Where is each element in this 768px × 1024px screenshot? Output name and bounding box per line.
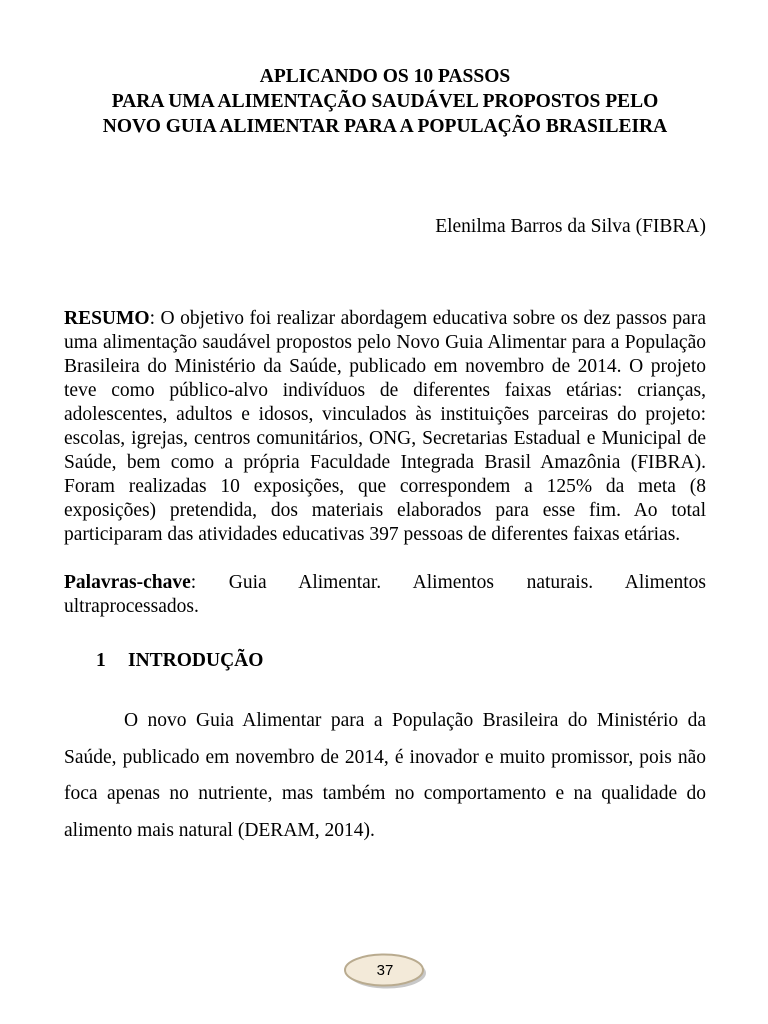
page-number: 37 (376, 962, 394, 979)
abstract-text: : O objetivo foi realizar abordagem educativa sobre os dez passos para uma alimentação saudável propostos pelo Novo Guia Alimentar para a População Brasileira do Ministério da Saúde, publicado em novembro de 2014. O projeto teve como público-alvo indivíduos de diferentes faixas etárias: crianças, adolescentes, adultos e idosos, vinculados às instituições parceiras do projeto: escolas, igrejas, centros comunitários, ONG, Secretarias Estadual e Municipal de Saúde, bem como a própria Faculdade Integrada Brasil Amazônia (FIBRA). Foram realizadas 10 exposições, que correspondem a 125% da meta (8 exposições) pretendida, dos materiais elaborados para esse fim. Ao total participaram das atividades educativas 397 pessoas de diferentes faixas etárias. (64, 308, 706, 545)
page-number-badge (343, 952, 427, 990)
keywords-text: : Guia Alimentar. Alimentos naturais. Alimentos ultraprocessados. (64, 572, 706, 617)
title-line-2: PARA UMA ALIMENTAÇÃO SAUDÁVEL PROPOSTOS PELO (111, 91, 659, 112)
abstract-label: RESUMO (64, 308, 150, 329)
intro-paragraph: O novo Guia Alimentar para a População Brasileira do Ministério da Saúde, publicado em novembro de 2014, é inovador e muito promissor, pois não foca apenas no nutriente, mas também no comportamento e na qualidade do alimento mais natural (DERAM, 2014). (64, 710, 706, 841)
title-line-3: NOVO GUIA ALIMENTAR PARA A POPULAÇÃO BRASILEIRA (102, 116, 668, 137)
keywords-label: Palavras-chave (64, 572, 191, 593)
section-title: INTRODUÇÃO (128, 650, 264, 671)
document-page (64, 64, 706, 849)
abstract-paragraph (64, 307, 706, 547)
paper-title (64, 64, 706, 139)
title-line-1: APLICANDO OS 10 PASSOS (259, 66, 511, 87)
author-line: Elenilma Barros da Silva (FIBRA) (435, 216, 706, 237)
section-heading (64, 649, 706, 673)
keywords-paragraph (64, 571, 706, 619)
section-number: 1 (96, 650, 106, 671)
